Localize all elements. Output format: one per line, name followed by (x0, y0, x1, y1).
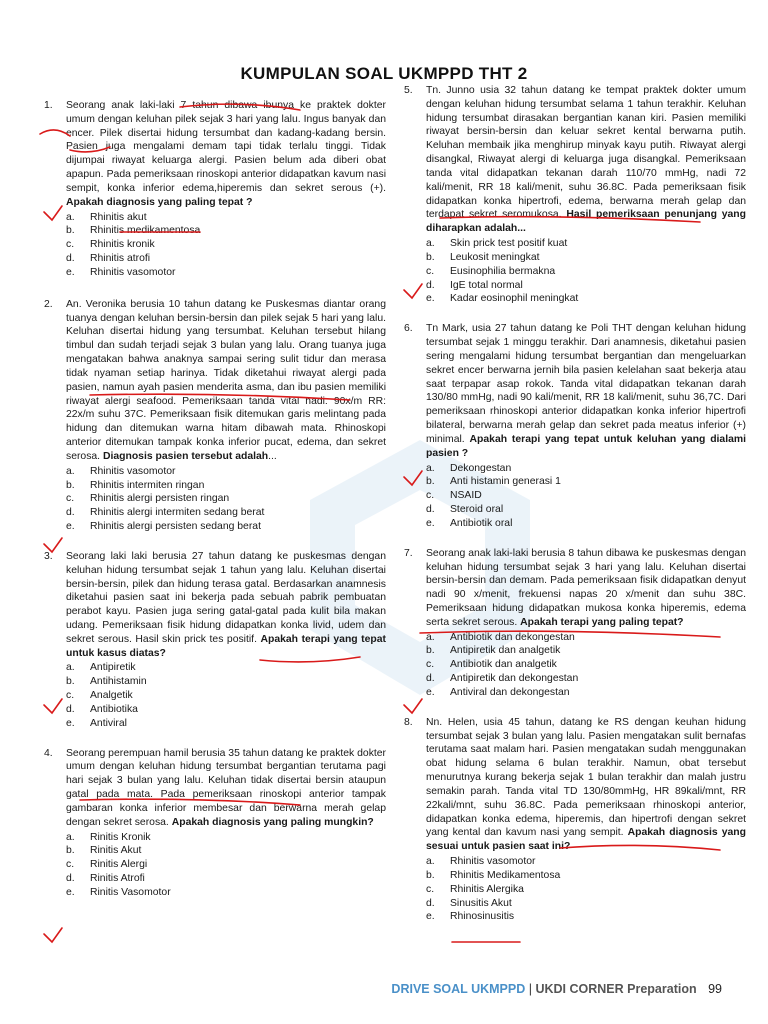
option[interactable]: d. Sinusitis Akut (426, 897, 512, 909)
question-ask: Diagnosis pasien tersebut adalah (102, 450, 269, 462)
option[interactable]: a. Rhinitis akut (66, 211, 147, 223)
question-4 (44, 747, 386, 900)
option-list (426, 855, 746, 924)
question-ask: Hasil pemeriksaan penunjang yang diharapkan adalah... (426, 209, 747, 235)
option[interactable]: c. Eusinophilia bermakna (426, 265, 556, 277)
question-stem: Nn. Helen, usia 45 tahun, datang ke RS dengan keuhan hidung tersumbat sejak 3 bulan yang lalu. Pasien mengatakan sulit bernafas terutama saat malam hari. Pasien mengatakan sudah menggunakan obat hidung selama 6 bulan terakhir. Namun, obat tersebut menurutnya kurang bekerja sejak 1 bulan terakhir dan malah justru semakin parah. Tanda vital TD 130/80mmHg, HR 89kali/mnt, RR 22kali/mnt, suhu 36.8C. Pada pemeriksaan rhinoskopi anterior, didapatkan konka edema, hiperemis, dan hipertrofi dengan sekret yang kental dan kavum nasi yang sempit. Apakah diagnosis yang sesuai untuk pasien saat ini? (426, 716, 746, 853)
option-list (66, 465, 386, 534)
option[interactable]: b. Rhinitis medikamentosa (66, 225, 201, 237)
option[interactable]: e. Rinitis Vasomotor (66, 886, 171, 898)
question-stem: Tn. Junno usia 32 tahun datang ke tempat praktek dokter umum dengan keluhan hidung tersumbat selama 1 tahun terakhir. Keluhan hidung tersumbat dirasakan bergantian kanan kiri. Pasien memiliki riwayat bersin-bersin dan keluar sekret kental berwarna putih. Keluhan membaik jika menghirup minyak kayu putih. Riwayat alergi disangkal, Riwayat alergi di keluarga juga disangkal. Pemeriksaan tanda vital didapatkan tekanan darah 110/70 mmHg, nadi 72 kali/menit, RR 18 kali/menit, suhu 36.8C. Pada pemeriksaan fisik didapatkan konka hipertrofi, edema, berwarna merah gelap dan terdapat sekret seromukosa. Hasil pemeriksaan penunjang yang diharapkan adalah... (426, 85, 747, 235)
question-stem: Seorang laki laki berusia 27 tahun datang ke puskesmas dengan keluhan hidung tersumbat sejak 1 tahun yang lalu. Keluhan disertai bersin-bersin, pilek dan hidung terasa gatal. Berdasarkan anamnesis diketahui pasien saat ini bekerja pada sebuah pabrik pembuatan perabot kayu. Pasien juga sering gatal-gatal pada kulit bila makan udang. Pemeriksaan fisik hidung didapatkan konka livid, udem dan sekret serous. Hasil skin prick tes positif. Apakah terapi yang tepat untuk kasus diatas? (66, 550, 386, 659)
question-ask: Apakah diagnosis yang sesuai untuk pasien saat ini? (426, 827, 746, 853)
question-7 (404, 547, 746, 700)
question-ask: Apakah terapi yang paling tepat? (520, 616, 684, 628)
option[interactable]: d. Steroid oral (426, 504, 504, 516)
page-footer (391, 982, 722, 996)
question-number: 8. (404, 716, 413, 728)
option[interactable]: a. Rinitis Kronik (66, 831, 151, 843)
option-list (426, 462, 746, 531)
option-list (426, 631, 746, 700)
question-3 (44, 550, 386, 731)
option[interactable]: e. Rhinosinusitis (426, 911, 515, 923)
option-list (426, 237, 746, 306)
question-ask: Apakah terapi yang tepat untuk keluhan yang dialami pasien ? (426, 433, 747, 459)
question-stem: Tn Mark, usia 27 tahun datang ke Poli THT dengan keluhan hidung tersumbat sejak 1 minggu terakhir. Dari anamnesis, diketahui pasien sering mengalami hidung tersumbat bergantian dan mengeluarkan sekret encer berwarna jernih bila pasien kelelahan saat bekerja atau saat terpapar asap rokok. Tanda vital didapatkan tekanan darah 130/80 mmHg, nadi 90 kali/menit, RR 18 kali/menit, suhu 36,7C. Dari pemeriksaan rhinoskopi anterior didapatkan konka inferior hipertrofi bilateral, berwarna merah gelap dan sekret pada meatus inferior (+) minimal. Apakah terapi yang tepat untuk keluhan yang dialami pasien ? (426, 323, 747, 459)
option[interactable]: e. Antiviral (66, 717, 127, 729)
option[interactable]: b. Rhinitis Medikamentosa (426, 869, 561, 881)
question-number: 7. (404, 547, 413, 559)
option[interactable]: c. Rhinitis alergi persisten ringan (66, 493, 230, 505)
option[interactable]: d. Rhinitis atrofi (66, 253, 151, 265)
question-stem: Seorang perempuan hamil berusia 35 tahun datang ke praktek dokter umum dengan keluhan hidung tersumbat bergantian terutama pagi hari sejak 3 bulan yang lalu. Keluhan tidak disertai bersin ataupun gatal pada mata. Pada pemeriksaan rinoskopi anterior tampak gambaran konka inferior membesar dan berwarna merah gelap dengan sekret serosa. Apakah diagnosis yang paling mungkin? (66, 747, 387, 828)
question-5 (404, 84, 746, 306)
question-number: 5. (404, 85, 413, 96)
page-title: KUMPULAN SOAL UKMPPD THT 2 (240, 64, 528, 83)
option[interactable]: b. Leukosit meningkat (426, 251, 540, 263)
option[interactable]: e. Kadar eosinophil meningkat (426, 293, 579, 305)
question-1 (44, 99, 386, 280)
footer-corner: UKDI CORNER Preparation (535, 982, 697, 996)
question-6 (404, 322, 746, 530)
option[interactable]: a. Dekongestan (426, 462, 512, 474)
option[interactable]: e. Rhinitis vasomotor (66, 266, 176, 278)
option[interactable]: e. Antibiotik oral (426, 517, 513, 529)
question-number: 4. (44, 747, 53, 759)
option[interactable]: e. Rhinitis alergi persisten sedang berat (66, 521, 261, 533)
option[interactable]: c. NSAID (426, 490, 482, 502)
option[interactable]: d. Antibiotika (66, 703, 138, 715)
footer-brand: DRIVE SOAL UKMPPD (391, 982, 526, 996)
question-number: 2. (44, 298, 53, 310)
question-stem: An. Veronika berusia 10 tahun datang ke Puskesmas diantar orang tuanya dengan keluhan bersin-bersin dan pilek sejak 5 hari yang lalu. Keluhan disertai hidung yang tersumbat. Keluhan tersebut hilang timbul dan sudah terjadi sejak 3 bulan yang lalu. Orang tuanya juga mengatakan bahwa anaknya sampai sering sulit tidur dan merasa tidak nyaman setiap harinya. Tidak diketahui riwayat alergi pada pasien, namun ayah pasien menderita asma, dan ibu pasien memiliki riwayat alergi seafood. Pemeriksaan tanda vital nadi: 90x/m RR: 22x/m suhu 37C. Pemeriksaan fisik ditemukan garis melintang pada hidung dan ditemukan warna hitam dibawah mata. Rhinoskopi anterior ditemukan tampak konka inferior pucat, edema, dan sekret serosa. Diagnosis pasien tersebut adalah... (66, 298, 386, 462)
question-ask: Apakah terapi yang tepat untuk kasus diatas? (66, 633, 386, 659)
option-list (66, 211, 386, 280)
option[interactable]: d. IgE total normal (426, 279, 523, 291)
question-number: 6. (404, 323, 413, 335)
option[interactable]: a. Antipiretik (66, 662, 136, 674)
option[interactable]: c. Rhinitis kronik (66, 239, 155, 251)
question-ask: Apakah diagnosis yang paling mungkin? (171, 816, 374, 828)
option[interactable]: a. Rhinitis vasomotor (426, 856, 536, 868)
option[interactable]: c. Rinitis Alergi (66, 859, 148, 871)
option[interactable]: d. Rhinitis alergi intermiten sedang berat (66, 507, 265, 519)
left-column (44, 99, 386, 913)
option[interactable]: b. Antihistamin (66, 676, 147, 688)
option-list (66, 661, 386, 730)
option[interactable]: a. Skin prick test positif kuat (426, 238, 568, 250)
question-number: 3. (44, 550, 53, 562)
option[interactable]: b. Rhinitis intermiten ringan (66, 479, 205, 491)
option[interactable]: c. Rhinitis Alergika (426, 883, 524, 895)
option[interactable]: e. Antiviral dan dekongestan (426, 686, 570, 698)
option[interactable]: d. Rinitis Atrofi (66, 873, 145, 885)
question-stem: Seorang anak laki-laki 7 tahun dibawa ibunya ke praktek dokter umum dengan keluhan pilek sejak 3 hari yang lalu. Ingus banyak dan encer. Pilek disertai hidung tersumbat dan kadang-kadang bersin. Pasien juga mengalami demam tapi tidak terlalu tinggi. Tidak dijumpai riwayat keluarga alergi. Pasien belum ada diberi obat apapun. Pada pemeriksaan rinoskopi anterior didapatkan kavum nasi sempit, konka inferior edema,hiperemis dan sekret serous (+). Apakah diagnosis yang paling tepat ? (66, 100, 386, 208)
option[interactable]: a. Antibiotik dan dekongestan (426, 631, 575, 643)
footer-separator: | (528, 982, 532, 996)
option[interactable]: b. Anti histamin generasi 1 (426, 476, 561, 488)
option[interactable]: c. Analgetik (66, 690, 133, 702)
question-8 (404, 716, 746, 924)
option[interactable]: d. Antipiretik dan dekongestan (426, 673, 579, 685)
check-mark-icon (44, 928, 62, 942)
page-number: 99 (708, 982, 722, 996)
option[interactable]: b. Antipiretik dan analgetik (426, 645, 561, 657)
option-list (66, 831, 386, 900)
question-2 (44, 298, 386, 534)
option[interactable]: a. Rhinitis vasomotor (66, 465, 176, 477)
question-ask: Apakah diagnosis yang paling tepat ? (66, 196, 253, 208)
option[interactable]: b. Rinitis Akut (66, 845, 142, 857)
option[interactable]: c. Antibiotik dan analgetik (426, 659, 557, 671)
right-column (404, 84, 746, 937)
question-stem: Seorang anak laki-laki berusia 8 tahun dibawa ke puskesmas dengan keluhan hidung tersumbat sejak 3 hari yang lalu. Keluhan disertai bersin-bersin dan demam. Pada pemeriksaan fisik didapatkan denyut nadi 90 x/menit, frekuensi napas 20 x/menit dan suhu 38C. Pemeriksaan hidung didapatkan mukosa konka hiperemis, edema serta sekret serous. Apakah terapi yang paling tepat? (426, 547, 746, 628)
question-number: 1. (44, 100, 53, 111)
